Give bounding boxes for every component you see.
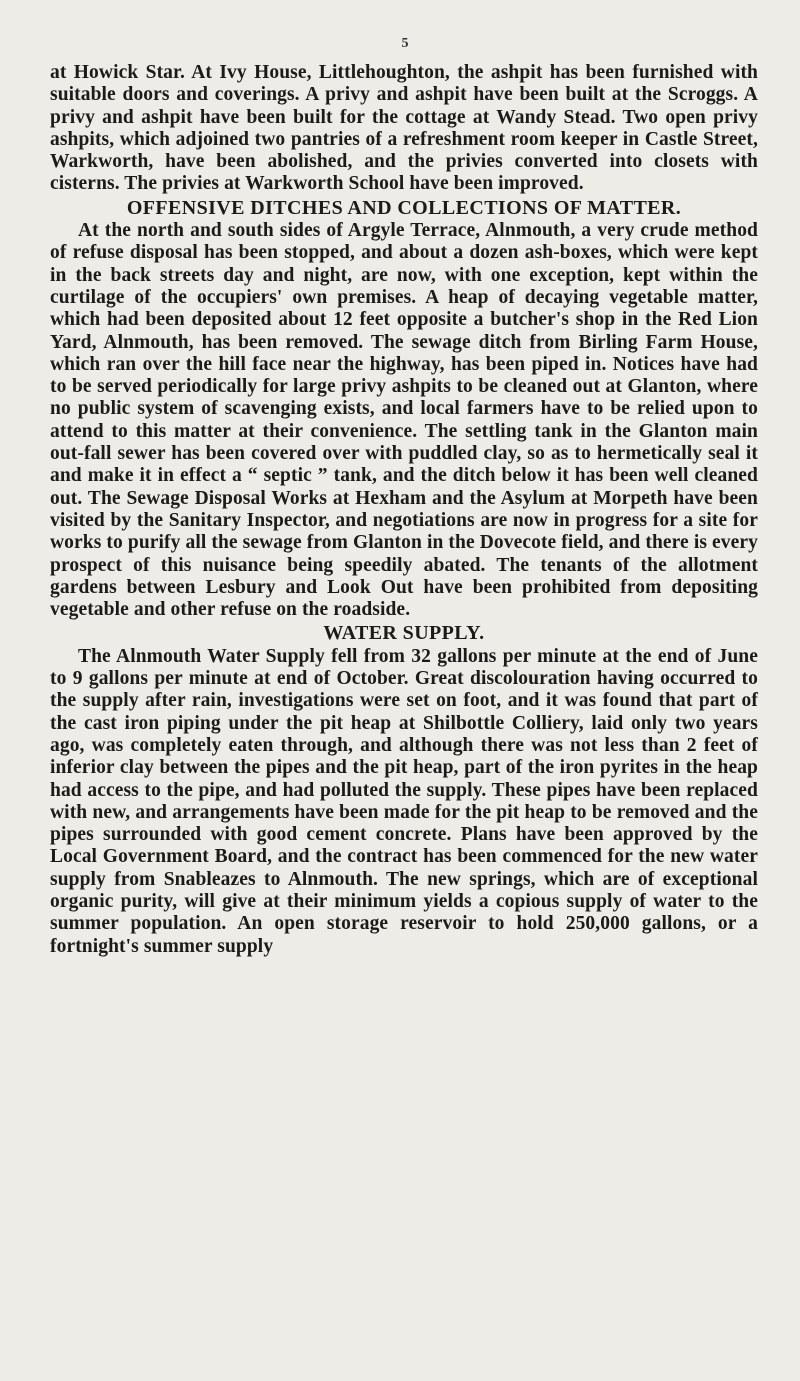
page-number: 5 [401, 36, 409, 51]
paragraph-continuation: at Howick Star. At Ivy House, Littlehoughton, the ashpit has been furnished with suitable doors and coverings. A privy and ashpit have been built at the Scroggs. A privy and ashpit have been built for the cottage at Wandy Stead. Two open privy ashpits, which adjoined two pantries of a refreshment room keeper in Castle Street, Warkworth, have been abolished, and the privies converted into closets with cisterns. The privies at Warkworth School have been improved. [50, 62, 758, 195]
heading-offensive-ditches: OFFENSIVE DITCHES AND COLLECTIONS OF MATTER. [126, 196, 682, 219]
text-column [50, 62, 758, 958]
paragraph-offensive-ditches: At the north and south sides of Argyle Terrace, Alnmouth, a very crude method of refuse disposal has been stopped, and about a dozen ash-boxes, which were kept in the back streets day and night, are now, with one exception, kept within the curtilage of the occupiers' own premises. A heap of decaying vegetable matter, which had been deposited about 12 feet opposite a butcher's shop in the Red Lion Yard, Alnmouth, has been removed. The sewage ditch from Birling Farm House, which ran over the hill face near the highway, has been piped in. Notices have had to be served periodically for large privy ashpits to be cleaned out at Glanton, where no public system of scavenging exists, and local farmers have to be relied upon to attend to this matter at their convenience. The settling tank in the Glanton main out-fall sewer has been covered over with puddled clay, so as to hermetically seal it and make it in effect a “ septic ” tank, and the ditch below it has been well cleaned out. The Sewage Disposal Works at Hexham and the Asylum at Morpeth have been visited by the Sanitary Inspector, and negotiations are now in progress for a site for works to purify all the sewage from Glanton in the Dovecote field, and there is every prospect of this nuisance being speedily abated. The tenants of the allotment gardens between Lesbury and Look Out have been prohibited from depositing vegetable and other refuse on the roadside. [50, 220, 758, 621]
heading-water-supply: WATER SUPPLY. [323, 622, 485, 645]
paragraph-water-supply: The Alnmouth Water Supply fell from 32 gallons per minute at the end of June to 9 gallons per minute at end of October. Great discolouration having occurred to the supply after rain, investigations were set on foot, and it was found that part of the cast iron piping under the pit heap at Shilbottle Colliery, laid only two years ago, was completely eaten through, and although there was not less than 2 feet of inferior clay between the pipes and the pit heap, part of the iron pyrites in the heap had access to the pipe, and had polluted the supply. These pipes have been replaced with new, and arrangements have been made for the pit heap to be removed and the pipes surrounded with good cement concrete. Plans have been approved by the Local Government Board, and the contract has been commenced for the new water supply from Snableazes to Alnmouth. The new springs, which are of exceptional organic purity, will give at their minimum yields a copious supply of water to the summer population. An open storage reservoir to hold 250,000 gallons, or a fortnight's summer supply [50, 645, 758, 957]
